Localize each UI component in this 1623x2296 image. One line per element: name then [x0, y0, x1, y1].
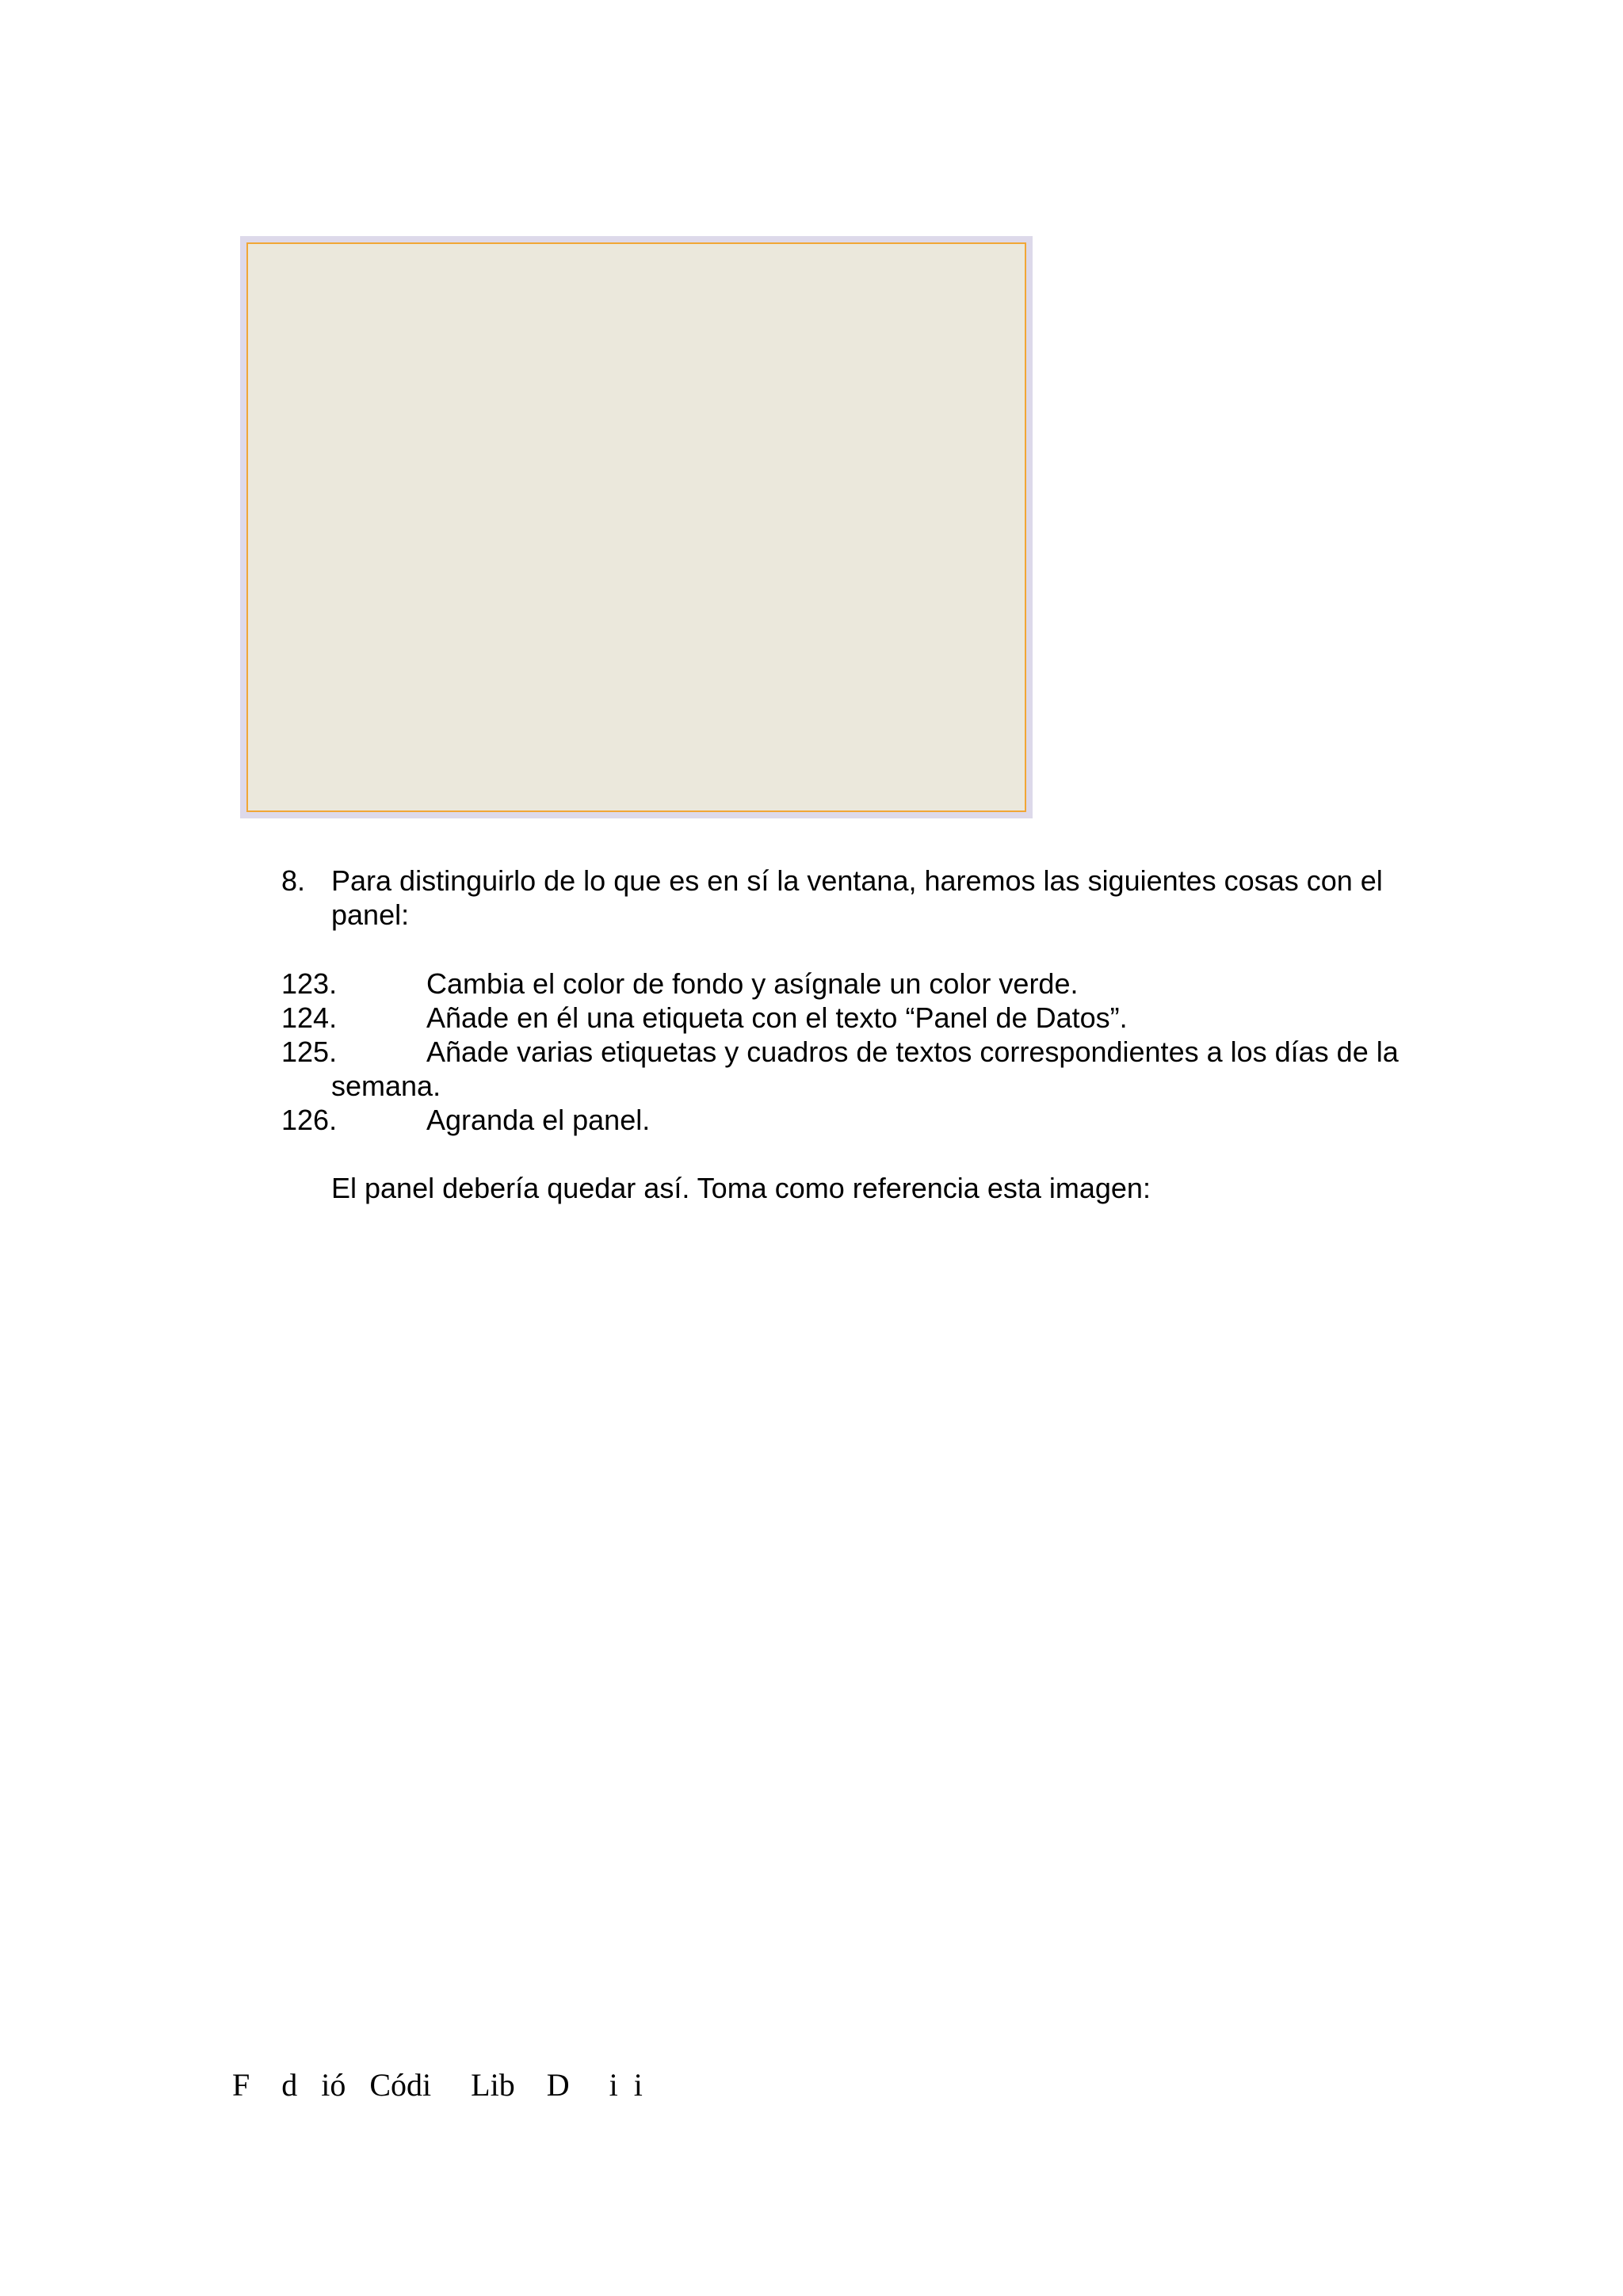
step-8-text: Para distinguirlo de lo que es en sí la ventana, haremos las siguientes cosas con el panel:: [331, 864, 1383, 931]
subitem-124-number: 124.: [281, 1001, 338, 1034]
page-footer: F d ió Códi Lib D i i: [232, 2067, 643, 2103]
subitem-123-number: 123.: [281, 967, 338, 1000]
step-8-number: 8.: [281, 864, 306, 897]
subitem-125-continuation: semana.: [331, 1070, 441, 1102]
subitem-126-number: 126.: [281, 1104, 338, 1136]
subitem-123-text: Cambia el color de fondo y asígnale un color verde.: [426, 967, 1079, 1000]
panel-image: [240, 236, 1033, 818]
subitem-125-text: Añade varias etiquetas y cuadros de textos correspondientes a los días de la: [426, 1035, 1399, 1068]
subitem-126-text: Agranda el panel.: [426, 1104, 651, 1136]
subitem-125-number: 125.: [281, 1035, 338, 1068]
reference-note: El panel debería quedar así. Toma como referencia esta imagen:: [331, 1172, 1151, 1204]
panel-image-inner: [246, 242, 1026, 812]
subitem-124-text: Añade en él una etiqueta con el texto “Panel de Datos”.: [426, 1001, 1128, 1034]
